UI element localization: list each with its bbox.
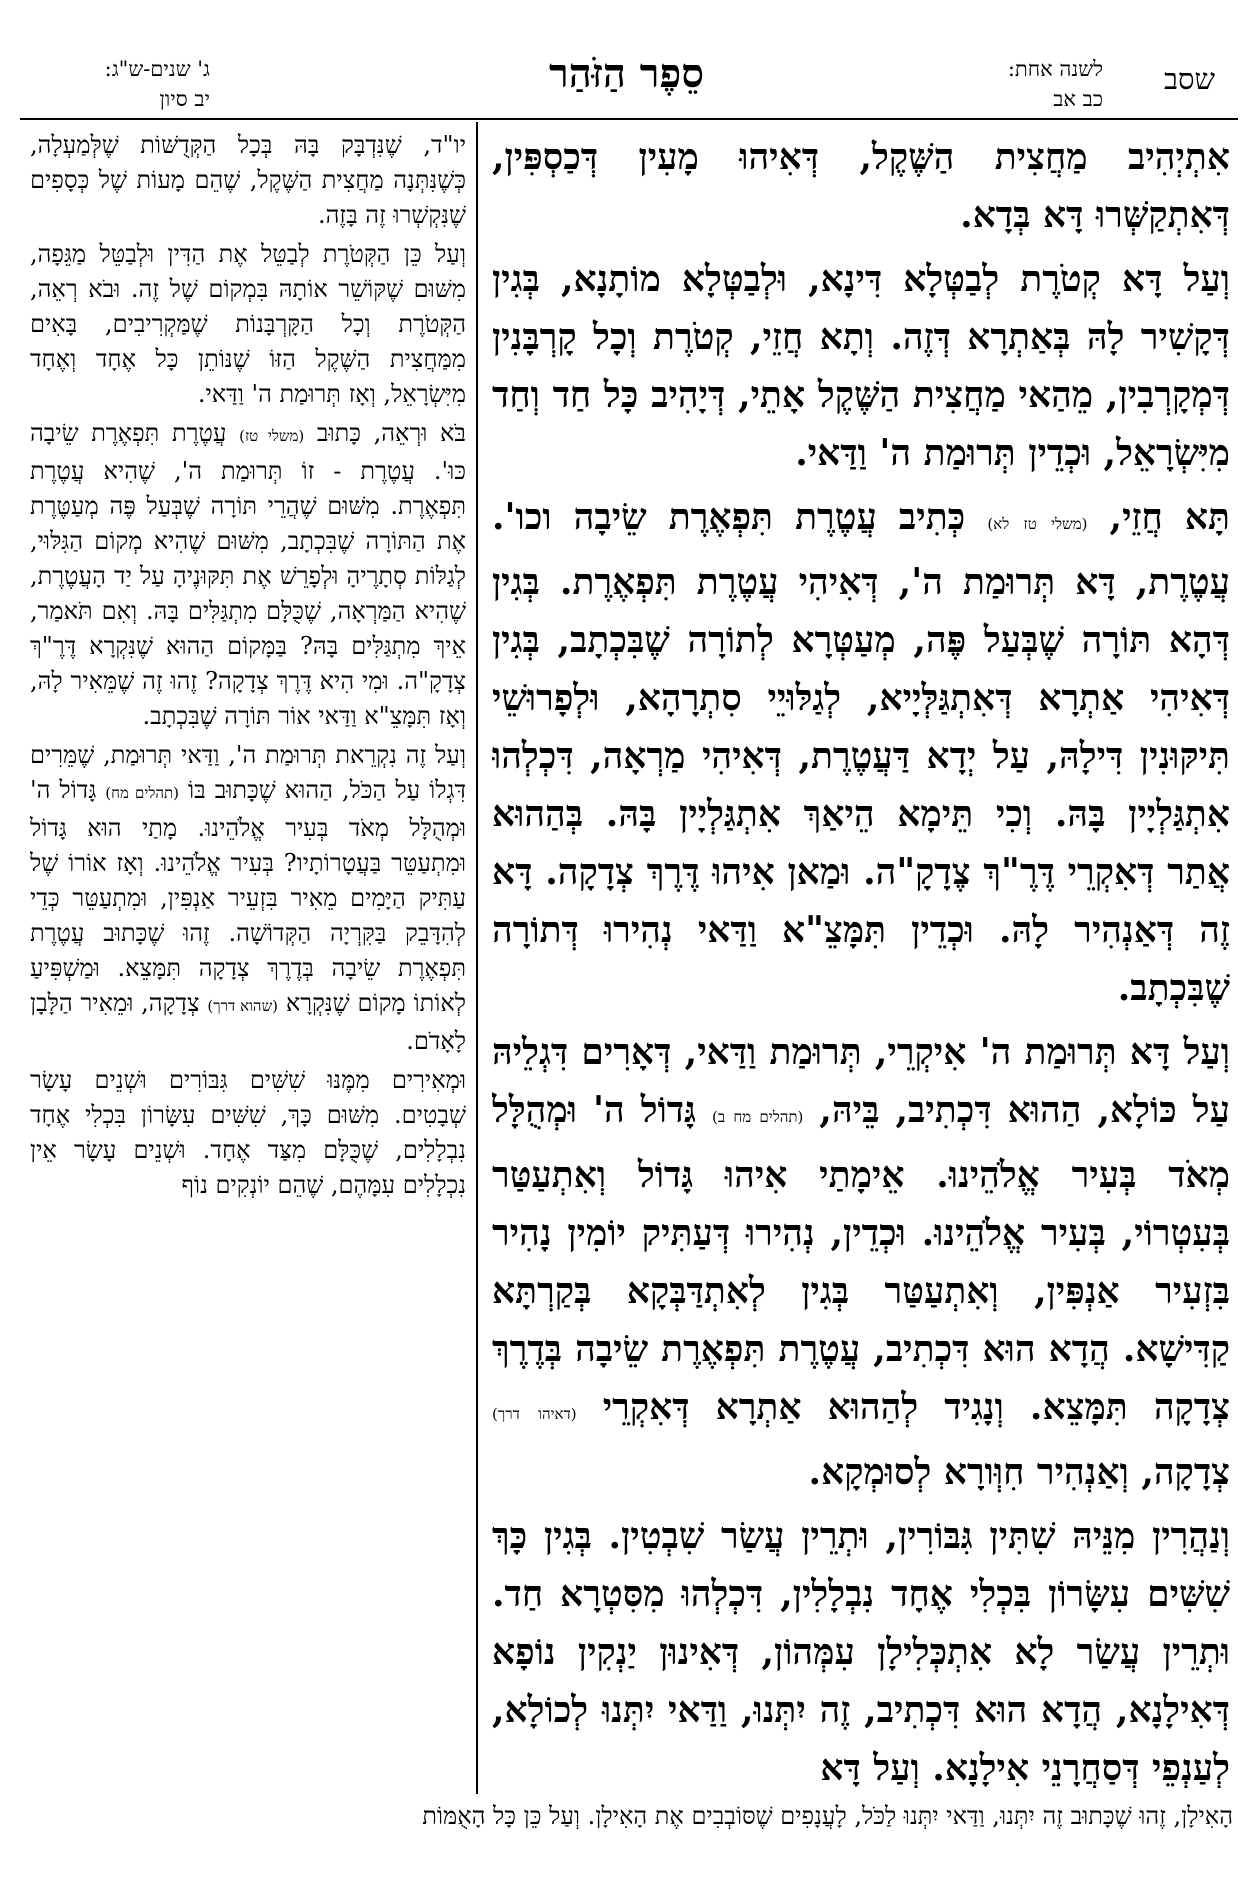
- schedule-label: לשנה אחת:: [1007, 57, 1103, 81]
- text-run: עֲטֶרֶת תִּפְאֶרֶת שֵׂיבָה כּוּ'. עֲטֶרֶת - זוֹ תְּרוּמַת ה', שֶׁהִיא עֲטֶרֶת תִּפְאֶרֶת. מִשּׁוּם שֶׁהֲרֵי תּוֹרָה שֶׁבְּעַל פֶּה מְעַטֶּרֶת אֶת הַתּוֹרָה שֶׁבִּכְתָב, מִשּׁוּם שֶׁהִיא מְקוֹם הַגִּלּוּי, לְגַלּוֹת סְתָרֶיהָ וּלְפָרֵשׁ אֶת תִּקּוּנֶיהָ עַל יַד הָעֲטֶרֶת, שֶׁהִיא הַמַּרְאָה, שֶׁכֻּלָּם מִתְגַּלִּים בָּהּ. וְאִם תֹּאמַר, אֵיךְ מִתְגַּלִּים בָּהּ? בַּמָּקוֹם הַהוּא שֶׁנִּקְרָא דֶּרֶ"ךְ צְדָקָ"ה. וּמִי הִיא דֶּרֶךְ צְדָקָה? זֶהוּ זֶה שֶׁמֵּאִיר לָהּ, וְאָז תִּמָּצֵ"א וַדַּאי אוֹר תּוֹרָה שֶׁבִּכְתָב.: [30, 419, 466, 730]
- paragraph: [30, 738, 466, 1059]
- reading-schedule-three-years: [40, 54, 210, 114]
- paragraph: וְעַל כֵּן הַקְּטֹרֶת לְבַטֵּל אֶת הַדִּין וּלְבַטֵּל מַגֵּפָה, מִשּׁוּם שֶׁקּוֹשֵׁר אוֹתָהּ בִּמְקוֹם שֶׁל זֶה. וּבֹא רְאֵה, הַקְּטֹרֶת וְכָל הַקָּרְבָּנוֹת שֶׁמַּקְרִיבִים, בָּאִים מִמַּחֲצִית הַשֶּׁקֶל הַזּוֹ שֶׁנּוֹתֵן כָּל אֶחָד וְאֶחָד מִיִּשְׂרָאֵל, וְאָז תְּרוּמַת ה' וַדַּאי.: [30, 240, 466, 408]
- paragraph: יו"ד, שֶׁנִּדְבָּק בָּהּ בְּכָל הַקְּדֻשּׁוֹת שֶׁלְּמַעְלָה, כְּשֶׁנִּתְּנָה מַחֲצִית הַשֶּׁקֶל, שֶׁהֵם מָעוֹת שֶׁל כְּסָפִים שֶׁנִּקְשְׁרוּ זֶה בָּזֶה.: [30, 131, 466, 229]
- text-run: גָּדוֹל ה' וּמְהֻלָּל מְאֹד בְּעִיר אֱלֹהֵינוּ. מָתַי הוּא גָּדוֹל וּמִתְעַטֵּר בַּעֲטָרוֹתָיו? בְּעִיר אֱלֹהֵינוּ. וְאָז אוֹרוֹ שֶׁל עַתִּיק הַיָּמִים מֵאִיר בִּזְעֵיר אַנְפִּין, וּמִתְעַטֵּר כְּדֵי לְהִדָּבֵק בַּקִּרְיָה הַקְּדוֹשָׁה. זֶהוּ שֶׁכָּתוּב עֲטֶרֶת תִּפְאֶרֶת שֵׂיבָה בְּדֶרֶךְ צְדָקָה תִּמָּצֵא. וּמַשְׁפִּיעַ לְאוֹתוֹ מָקוֹם שֶׁנִּקְרָא: [30, 776, 466, 1017]
- text-run: צְדָקָה, וְאַנְהִיר חִוְּורָא לְסוּמְקָא.: [808, 1451, 1230, 1493]
- paragraph: וּמְאִירִים מִמֶּנּוּ שִׁשִּׁים גִּבּוֹרִים וּשְׁנֵים עָשָׂר שְׁבָטִים. מִשּׁוּם כָּךְ, שִׁשִּׁים עִשָּׂרוֹן בִּכְלִי אֶחָד נִבְלָלִים, שֶׁכֻּלָּם מִצַּד אֶחָד. וּשְׁנֵים עָשָׂר אֵין נִכְלָלִים עִמָּהֶם, שֶׁהֵם יוֹנְקִים נוֹף: [30, 1066, 466, 1199]
- schedule-date: כב אב: [1053, 87, 1103, 111]
- aramaic-text-column: [492, 128, 1230, 1788]
- paragraph: אִתְיְהִיב מַחֲצִית הַשֶּׁקֶל, דְּאִיהוּ מָעִין דְּכַסְפִּין, דְּאִתְקַשְּׁרוּ דָּא בְּדָא.: [492, 136, 1230, 236]
- text-run: כְּתִיב עֲטֶרֶת תִּפְאֶרֶת שֵׂיבָה וכו'. עֲטֶרֶת, דָּא תְּרוּמַת ה', דְּאִיהִי עֲטֶרֶת תִּפְאֶרֶת. בְּגִין דְּהָא תּוֹרָה שֶׁבְּעַל פֶּה, מְעַטְּרָא לְתוֹרָה שֶׁבִּכְתָב, בְּגִין דְּאִיהִי אַתְרָא דְּאִתְגַּלְּיָיא, לְגַלּוּיֵי סִתְרָהָא, וּלְפָרוּשֵׁי תִּיקּוּנִין דִּילָהּ, עַל יְדָא דַּעֲטֶרֶת, דְּאִיהִי מַרְאָה, דִּכְלְהוּ אִתְגַּלְיָין בָּהּ. וְכִי תֵּימָא הֵיאַךְ אִתְגַּלְיָין בָּהּ. בְּהַהוּא אֲתַר דְּאִקְרֵי דֶּרֶ"ךְ צֶדָקָ"ה. וּמַאן אִיהוּ דֶּרֶךְ צְדָקָה. דָּא זֶה דְּאַנְהִיר לָהּ. וּכְדֵין תִּמָּצֵ"א וַדַּאי נְהִירוּ דְּתוֹרָה שֶׁבִּכְתָב.: [492, 496, 1230, 1009]
- schedule-date: יב סיון: [159, 87, 210, 111]
- text-run: צְדָקָה, וּמֵאִיר הַלָּבָן לָאָדֹם.: [30, 989, 466, 1055]
- source-reference: (דאיהו דרך): [492, 1405, 577, 1423]
- text-run: תָּא חֲזֵי,: [1109, 496, 1230, 538]
- paragraph: [492, 1023, 1230, 1501]
- column-divider: [476, 122, 478, 1794]
- paragraph: [30, 416, 466, 734]
- footer-continuation-line: הָאִילָן, זֶהוּ שֶׁכָּתוּב זֶה יִתְּנוּ, וַדַּאי יִתְּנוּ לַכֹּל, לָעֲנָפִים שֶׁסּוֹבְבִים אֶת הָאִילָן. וְעַל כֵּן כָּל הָאֻמּוֹת: [422, 1802, 1233, 1830]
- source-reference: (תהלים מח ב): [712, 1108, 804, 1126]
- paragraph: וְנַהֲרִין מִנֵּיהּ שִׁתִּין גִּבּוֹרִין, וּתְרֵין עֲשַׂר שִׁבְטִין. בְּגִין כָּךְ שִׁשִּׁים עִשָּׂרוֹן בִּכְלִי אֶחָד נִבְלָלִין, דִּכְלְהוּ מִסִּטְרָא חַד. וּתְרֵין עֲשַׂר לָא אִתְכְּלִילָן עִמְּהוֹן, דְּאִינוּן יַנְקִין נוֹפָא דְּאִילָנָא, הֲדָא הוּא דִּכְתִיב, זֶה יִתְּנוּ, וַדַּאי יִתְּנוּ לְכוֹלָא, לְעַנְפֵי דְּסַחֲרָנֵי אִילָנָא. וְעַל דָּא: [492, 1515, 1230, 1788]
- text-run: גָּדוֹל ה' וּמְהֻלָּל מְאֹד בְּעִיר אֱלֹהֵינוּ. אֵימָתַי אִיהוּ גָּדוֹל וְאִתְעַטַּר בְּעִטְרוֹי, בְּעִיר אֱלֹהֵינוּ. וּכְדֵין, נְהִירוּ דְּעַתִּיק יוֹמִין נָהִיר בִּזְעִיר אַנְפִּין, וְאִתְעַטַּר בְּגִין לְאִתְדַּבְּקָא בְּקַרְתָּא קַדִּישָׁא. הֲדָא הוּא דִּכְתִיב, עֲטֶרֶת תִּפְאֶרֶת שֵׂיבָה בְּדֶרֶךְ צְדָקָה תִּמָּצֵא. וְנָגִיד לְהַהוּא אַתְרָא דְּאִקְרֵי: [492, 1089, 1230, 1428]
- hebrew-translation-column: [30, 128, 466, 1788]
- book-title: סֵפֶר הַזֹּהַר: [549, 50, 704, 97]
- paragraph: [492, 488, 1230, 1017]
- page-header: [0, 50, 1253, 120]
- source-reference: (תהלים מח): [105, 784, 179, 802]
- text-run: וְעַל זֶה נִקְרֵאת תְּרוּמַת ה', וַדַּאי תְּרוּמַת, שֶׁמֵּרִים דִּגְלוֹ עַל הַכֹּל, הַהוּא שֶׁכָּתוּב בּוֹ: [30, 741, 466, 804]
- source-reference: (שהוא דרך): [207, 997, 279, 1015]
- paragraph: וְעַל דָּא קְטֹרֶת לְבַטְּלָא דִּינָא, וּלְבַטְּלָא מוֹתָנָא, בְּגִין דְּקָשִׁיר לָהּ בְּאַתְרָא דְּזֶה. וְתָא חֲזֵי, קְטֹרֶת וְכָל קָרְבָּנִין דְּמְקָרְבִין, מֵהַאי מַחֲצִית הַשֶּׁקֶל אָתֵי, דְּיָהִיב כָּל חַד וְחַד מִיִּשְׂרָאֵל, וּכְדֵין תְּרוּמַת ה' וַדַּאי.: [492, 258, 1230, 474]
- header-divider: [20, 118, 1238, 120]
- text-run: בֹּא וּרְאֵה, כָּתוּב: [316, 419, 466, 447]
- schedule-label: ג' שנים-ש"ג:: [104, 57, 210, 81]
- text-run: וְעַל דָּא תְּרוּמַת ה' אִיקְרֵי, תְּרוּמַת וַדַּאי, דְּאָרִים דִּגְלֵיהּ עַל כּוֹלָא, הַהוּא דִּכְתִיב, בֵּיהּ,: [492, 1031, 1230, 1131]
- source-reference: (משלי טז לא): [987, 515, 1088, 533]
- source-reference: (משלי טז): [239, 427, 305, 445]
- page-number: שסב: [1163, 62, 1215, 96]
